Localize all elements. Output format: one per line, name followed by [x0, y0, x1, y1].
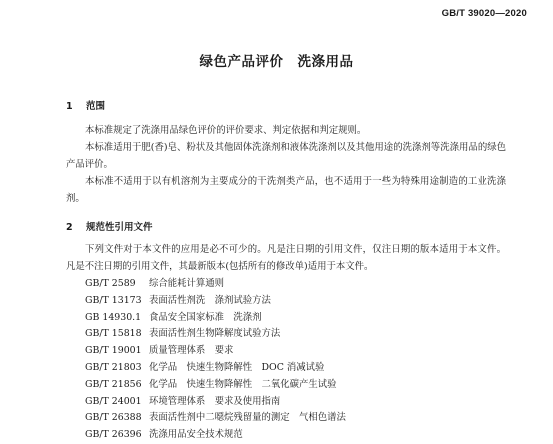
section-number: 1: [66, 101, 73, 112]
reference-code: GB/T 2589: [85, 278, 136, 289]
section-number: 2: [66, 222, 73, 233]
reference-title: 质量管理体系 要求: [149, 345, 234, 357]
reference-item: [85, 377, 346, 394]
reference-item: [85, 310, 346, 327]
section-heading-normative-references: [66, 219, 153, 233]
reference-title: 综合能耗计算通则: [149, 278, 225, 289]
reference-code: GB/T 21856: [85, 378, 142, 390]
reference-title: 表面活性剂中二噁烷残留量的测定 气相色谱法: [149, 412, 346, 424]
reference-list: [85, 276, 346, 444]
reference-code: GB/T 15818: [85, 328, 142, 340]
section-title: 规范性引用文件: [86, 222, 153, 233]
scope-paragraph-3: 本标准不适用于以有机溶剂为主要成分的干洗剂类产品，也不适用于一些为特殊用途制造的工业洗涤剂。: [66, 176, 506, 204]
reference-title: 化学品 快速生物降解性 二氧化碳产生试验: [149, 378, 337, 390]
standard-number: GB/T 39020—2020: [441, 8, 527, 19]
reference-code: GB 14930.1: [85, 311, 142, 323]
document-title: [0, 50, 553, 70]
reference-code: GB/T 26396: [85, 429, 142, 441]
reference-code: GB/T 19001: [85, 345, 142, 357]
reference-item: [85, 293, 346, 310]
reference-title: 洗涤用品安全技术规范: [149, 429, 243, 441]
reference-title: 食品安全国家标准 洗涤剂: [149, 311, 262, 323]
reference-code: GB/T 21803: [85, 361, 142, 373]
reference-title: 环境管理体系 要求及使用指南: [149, 395, 281, 407]
reference-item: [85, 394, 346, 411]
reference-title: 表面活性剂生物降解度试验方法: [149, 328, 281, 340]
reference-item: [85, 427, 346, 444]
section-heading-scope: [66, 98, 105, 112]
reference-item: [85, 276, 346, 293]
reference-item: [85, 410, 346, 427]
references-intro-paragraph: 下列文件对于本文件的应用是必不可少的。凡是注日期的引用文件，仅注日期的版本适用于本文件。凡是不注日期的引用文件，其最新版本(包括所有的修改单)适用于本文件。: [66, 244, 506, 272]
reference-title: 化学品 快速生物降解性 DOC 消减试验: [149, 361, 325, 373]
scope-paragraph-2: 本标准适用于肥(香)皂、粉状及其他固体洗涤剂和液体洗涤剂以及其他用途的洗涤剂等洗涤用品的绿色产品评价。: [66, 142, 506, 170]
reference-item: [85, 360, 346, 377]
title-sub: 洗涤用品: [297, 54, 354, 70]
reference-item: [85, 343, 346, 360]
reference-code: GB/T 13173: [85, 294, 142, 306]
reference-item: [85, 326, 346, 343]
title-main: 绿色产品评价: [199, 54, 284, 70]
section-title: 范围: [86, 101, 106, 112]
scope-paragraph-1: 本标准规定了洗涤用品绿色评价的评价要求、判定依据和判定规则。: [85, 125, 367, 136]
reference-title: 表面活性剂洗 涤剂试验方法: [149, 294, 271, 306]
reference-code: GB/T 24001: [85, 395, 142, 407]
reference-code: GB/T 26388: [85, 412, 142, 424]
